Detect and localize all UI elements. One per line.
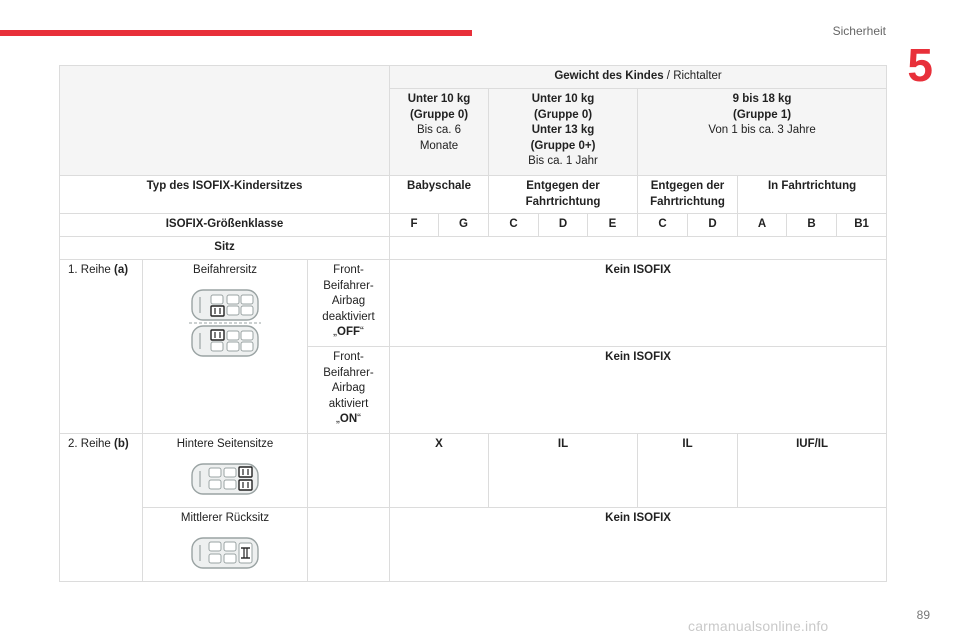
weight-header-row <box>60 66 887 89</box>
row2-outer-value: IL <box>638 434 738 508</box>
size-cell: G <box>439 214 489 237</box>
seat-label-empty <box>390 237 887 260</box>
section-title: Sicherheit <box>832 24 886 38</box>
size-cell: C <box>489 214 539 237</box>
page-number: 89 <box>916 608 930 622</box>
row2-label: 2. Reihe (b) <box>60 434 143 582</box>
type-cell: Entgegen der Fahrtrichtung <box>638 176 738 214</box>
size-cell: F <box>390 214 439 237</box>
row1-airbag-off <box>60 260 887 347</box>
size-row <box>60 214 887 237</box>
row1-off-value: Kein ISOFIX <box>390 260 887 347</box>
row2-middle-value: Kein ISOFIX <box>390 508 887 582</box>
seat-label: Sitz <box>60 237 390 260</box>
isofix-table <box>59 65 887 582</box>
size-cell: E <box>588 214 638 237</box>
type-row <box>60 176 887 214</box>
row2-middle <box>60 508 887 582</box>
row2-outer-value: X <box>390 434 489 508</box>
rear-middle-seat-diagram-icon <box>189 535 261 571</box>
size-cell: B1 <box>837 214 887 237</box>
row2-outer-value: IL <box>489 434 638 508</box>
group-cell-1: Unter 10 kg (Gruppe 0) Unter 13 kg (Gruppe 0+) Bis ca. 1 Jahr <box>489 89 638 176</box>
airbag-on-cell: Front- Beifahrer- Airbag aktiviert „ON“ <box>308 347 390 434</box>
row2-outer <box>60 434 887 508</box>
size-label: ISOFIX-Größenklasse <box>60 214 390 237</box>
row1-label: 1. Reihe (a) <box>60 260 143 434</box>
weight-header: Gewicht des Kindes / Richtalter <box>390 66 887 89</box>
row2-middle-seat-cell <box>143 508 308 582</box>
front-seat-diagram-icon <box>189 287 261 359</box>
group-cell-2: 9 bis 18 kg (Gruppe 1) Von 1 bis ca. 3 Jahre <box>638 89 887 176</box>
seat-label-row <box>60 237 887 260</box>
size-cell: C <box>638 214 688 237</box>
row1-seat-cell <box>143 260 308 434</box>
row2-outer-seat-name: Hintere Seitensitze <box>176 438 274 451</box>
row2-middle-empty <box>308 508 390 582</box>
airbag-off-cell: Front- Beifahrer- Airbag deaktiviert „OFF“ <box>308 260 390 347</box>
type-label: Typ des ISOFIX-Kindersitzes <box>60 176 390 214</box>
row1-seat-name: Beifahrersitz <box>193 264 257 277</box>
group-cell-0: Unter 10 kg (Gruppe 0) Bis ca. 6 Monate <box>390 89 489 176</box>
row2-middle-seat-name: Mittlerer Rücksitz <box>180 512 270 525</box>
watermark: carmanualsonline.info <box>688 618 829 634</box>
type-cell: In Fahrtrichtung <box>738 176 887 214</box>
type-cell: Babyschale <box>390 176 489 214</box>
header-accent-bar <box>0 30 472 36</box>
size-cell: D <box>688 214 738 237</box>
row2-outer-seat-cell <box>143 434 308 508</box>
chapter-number: 5 <box>907 39 933 91</box>
size-cell: D <box>539 214 588 237</box>
row1-on-value: Kein ISOFIX <box>390 347 887 434</box>
size-cell: B <box>787 214 837 237</box>
size-cell: A <box>738 214 787 237</box>
rear-outer-seats-diagram-icon <box>189 461 261 497</box>
type-cell: Entgegen der Fahrtrichtung <box>489 176 638 214</box>
empty-corner-cell <box>60 66 390 176</box>
row2-outer-empty <box>308 434 390 508</box>
row2-outer-value: IUF/IL <box>738 434 887 508</box>
